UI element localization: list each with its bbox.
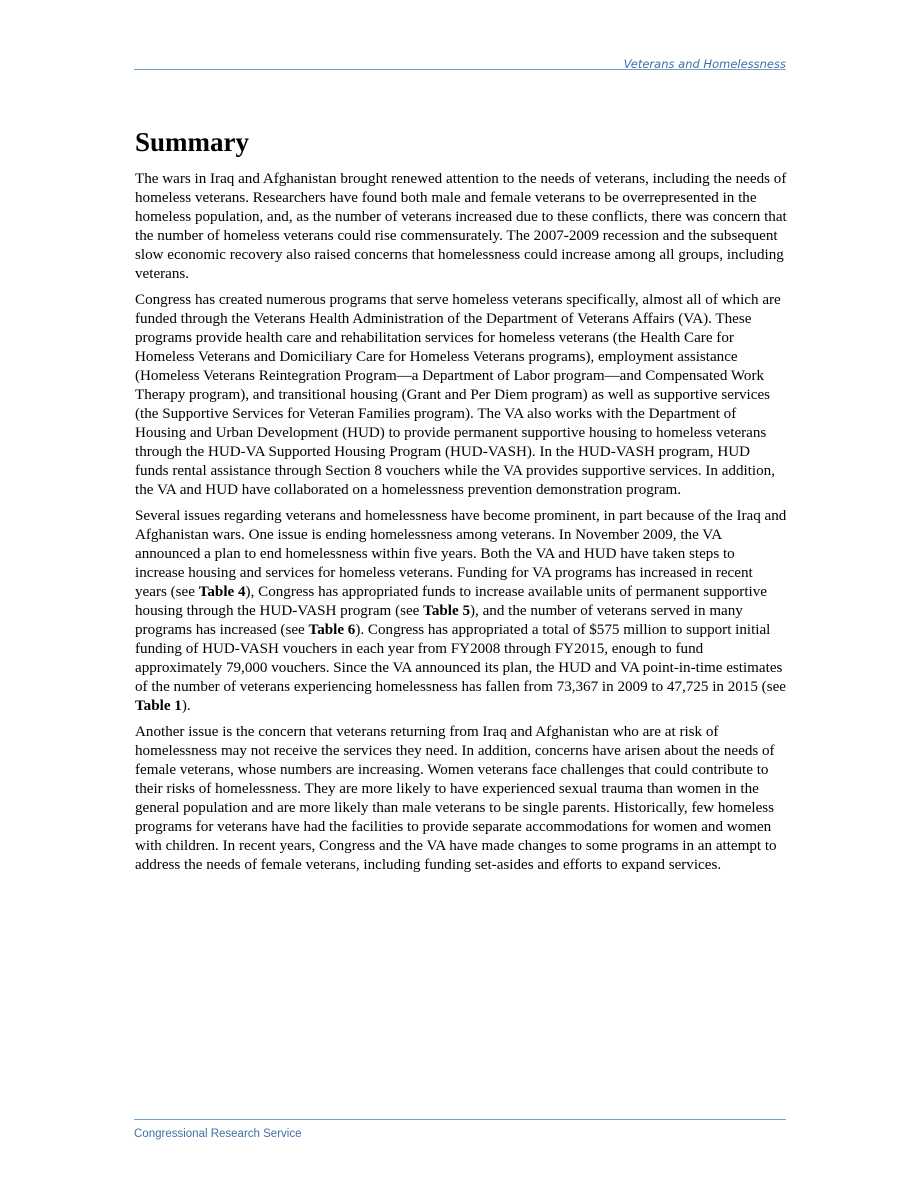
paragraph-3-text-3: ), and the number of veterans served in many programs has increased (see: [135, 603, 743, 638]
running-header: [134, 54, 786, 70]
table-6-reference: Table 6: [308, 622, 356, 638]
table-4-reference: Table 4: [198, 584, 246, 600]
running-footer: [134, 1119, 786, 1142]
paragraph-3-text-5: ).: [181, 698, 191, 714]
paragraph-3-text-2: ), Congress has appropriated funds to increase available units of permanent supportive housing through the HUD-VASH program (see: [135, 584, 767, 619]
table-1-reference: Table 1: [135, 698, 182, 714]
paragraph-1: The wars in Iraq and Afghanistan brought renewed attention to the needs of veterans, including the needs of homeless veterans. Researchers have found both male and female veterans to be overrepresented in the homeless population, and, as the number of veterans increased due to these conflicts, there was concern that the number of homeless veterans could rise commensurately. The 2007-2009 recession and the subsequent slow economic recovery also raised concerns that homelessness could increase among all groups, including veterans.: [135, 171, 787, 282]
paragraph-3-text-1: Several issues regarding veterans and homelessness have become prominent, in part because of the Iraq and Afghanistan wars. One issue is ending homelessness among veterans. In November 2009, the VA announced a plan to end homelessness within five years. Both the VA and HUD have taken steps to increase housing and services for homeless veterans. Funding for VA programs has increased in recent years (see: [135, 508, 787, 600]
paragraph-3-text-4: ). Congress has appropriated a total of $575 million to support initial funding of HUD-VASH vouchers in each year from FY2008 through FY2015, enough to fund approximately 79,000 vouchers. Since the VA announced its plan, the HUD and VA point-in-time estimates of the number of veterans experiencing homelessness has fallen from 73,367 in 2009 to 47,725 in 2015 (see: [135, 622, 786, 695]
paragraph-2: Congress has created numerous programs that serve homeless veterans specifically, almost all of which are funded through the Veterans Health Administration of the Department of Veterans Affairs (VA). These programs provide health care and rehabilitation services for homeless veterans (the Health Care for Homeless Veterans and Domiciliary Care for Homeless Veterans programs), employment assistance (Homeless Veterans Reintegration Program—a Department of Labor program—and Compensated Work Therapy program), and transitional housing (Grant and Per Diem program) as well as supportive services (the Supportive Services for Veteran Families program). The VA also works with the Department of Housing and Urban Development (HUD) to provide permanent supportive housing to homeless veterans through the HUD-VA Supported Housing Program (HUD-VASH). In the HUD-VASH program, HUD funds rental assistance through Section 8 vouchers while the VA provides supportive services. In addition, the VA and HUD have collaborated on a homelessness prevention demonstration program.: [135, 292, 781, 498]
footer-source: Congressional Research Service: [134, 1128, 302, 1140]
table-5-reference: Table 5: [423, 603, 470, 619]
paragraph-3: [135, 507, 787, 716]
page-body: [135, 124, 787, 882]
paragraph-4: Another issue is the concern that veterans returning from Iraq and Afghanistan who are at risk of homelessness may not receive the services they need. In addition, concerns have arisen about the needs of female veterans, whose numbers are increasing. Women veterans face challenges that could contribute to their risks of homelessness. They are more likely to have experienced sexual trauma than women in the general population and are more likely than male veterans to be single parents. Historically, few homeless programs for veterans have had the facilities to provide separate accommodations for women and women with children. In recent years, Congress and the VA have made changes to some programs in an attempt to address the needs of female veterans, including funding set-asides and efforts to expand services.: [135, 724, 777, 873]
section-heading: Summary: [135, 127, 249, 157]
running-header-title: Veterans and Homelessness: [623, 57, 786, 71]
